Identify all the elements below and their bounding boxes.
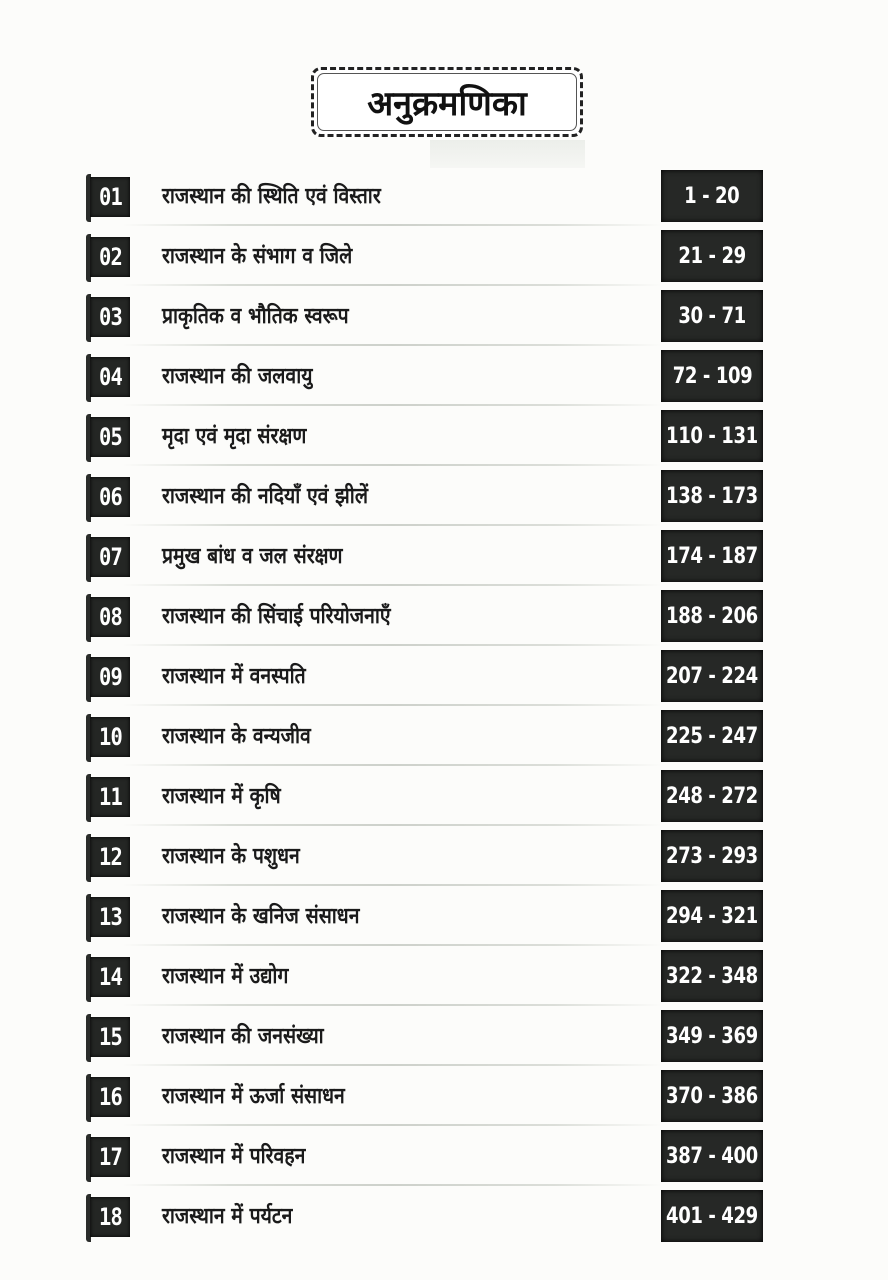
chapter-title: राजस्थान की जलवायु [162,364,313,389]
chapter-title: राजस्थान के संभाग व जिले [162,244,353,269]
page-range: 225 - 247 [661,710,763,762]
toc-entry[interactable] [86,410,766,462]
page-range: 110 - 131 [661,410,763,462]
title-shadow-decoration [430,140,585,168]
chapter-number-badge: 13 [86,894,130,940]
row-divider [122,824,662,826]
chapter-title: राजस्थान में उद्योग [162,964,289,989]
chapter-number-badge: 18 [86,1194,130,1240]
row-divider [122,1124,662,1126]
page-range: 322 - 348 [661,950,763,1002]
chapter-title: राजस्थान में परिवहन [162,1144,306,1169]
row-divider [122,704,662,706]
toc-entry[interactable] [86,950,766,1002]
chapter-number-badge: 14 [86,954,130,1000]
chapter-number-badge: 03 [86,294,130,340]
chapter-number-badge: 01 [86,174,130,220]
toc-entry[interactable] [86,170,766,222]
row-divider [122,524,662,526]
row-divider [122,464,662,466]
chapter-number-badge: 15 [86,1014,130,1060]
row-divider [122,644,662,646]
toc-entry[interactable] [86,470,766,522]
page-range: 30 - 71 [661,290,763,342]
page-title: अनुक्रमणिका [367,84,527,124]
toc-entry[interactable] [86,530,766,582]
row-divider [122,1184,662,1186]
toc-entry[interactable] [86,830,766,882]
chapter-number-badge: 16 [86,1074,130,1120]
chapter-title: मृदा एवं मृदा संरक्षण [162,424,307,449]
row-divider [122,1064,662,1066]
chapter-title: राजस्थान की नदियाँ एवं झीलें [162,484,368,509]
toc-entry[interactable] [86,770,766,822]
page-range: 21 - 29 [661,230,763,282]
chapter-title: राजस्थान की स्थिति एवं विस्तार [162,184,381,209]
chapter-number-badge: 09 [86,654,130,700]
toc-entry[interactable] [86,710,766,762]
chapter-title: राजस्थान के पशुधन [162,844,300,869]
chapter-number-badge: 02 [86,234,130,280]
chapter-title: राजस्थान में वनस्पति [162,664,306,689]
toc-entry[interactable] [86,290,766,342]
page-range: 273 - 293 [661,830,763,882]
toc-entry[interactable] [86,650,766,702]
page-range: 174 - 187 [661,530,763,582]
page-range: 1 - 20 [661,170,763,222]
row-divider [122,1004,662,1006]
row-divider [122,884,662,886]
chapter-number-badge: 07 [86,534,130,580]
chapter-title: राजस्थान में पर्यटन [162,1204,293,1229]
row-divider [122,584,662,586]
chapter-number-badge: 12 [86,834,130,880]
chapter-title: राजस्थान में ऊर्जा संसाधन [162,1084,345,1109]
chapter-title: प्रमुख बांध व जल संरक्षण [162,544,343,569]
page-title-frame [311,67,583,137]
row-divider [122,284,662,286]
chapter-number-badge: 11 [86,774,130,820]
chapter-title: राजस्थान की सिंचाई परियोजनाएँ [162,604,391,629]
page-range: 401 - 429 [661,1190,763,1242]
chapter-number-badge: 04 [86,354,130,400]
page-range: 138 - 173 [661,470,763,522]
chapter-title: राजस्थान में कृषि [162,784,281,809]
page-range: 248 - 272 [661,770,763,822]
page-range: 188 - 206 [661,590,763,642]
chapter-number-badge: 06 [86,474,130,520]
toc-entry[interactable] [86,1010,766,1062]
row-divider [122,944,662,946]
toc-entry[interactable] [86,1070,766,1122]
page-range: 370 - 386 [661,1070,763,1122]
chapter-title: राजस्थान के खनिज संसाधन [162,904,360,929]
chapter-number-badge: 05 [86,414,130,460]
chapter-title: प्राकृतिक व भौतिक स्वरूप [162,304,349,329]
chapter-number-badge: 10 [86,714,130,760]
toc-entry[interactable] [86,350,766,402]
chapter-number-badge: 17 [86,1134,130,1180]
toc-entry[interactable] [86,890,766,942]
toc-entry[interactable] [86,230,766,282]
toc-entry[interactable] [86,590,766,642]
row-divider [122,224,662,226]
chapter-number-badge: 08 [86,594,130,640]
page-range: 207 - 224 [661,650,763,702]
row-divider [122,344,662,346]
chapter-title: राजस्थान के वन्यजीव [162,724,311,749]
row-divider [122,764,662,766]
page-range: 349 - 369 [661,1010,763,1062]
chapter-title: राजस्थान की जनसंख्या [162,1024,324,1049]
page-range: 294 - 321 [661,890,763,942]
row-divider [122,404,662,406]
toc-entry[interactable] [86,1130,766,1182]
toc-entry[interactable] [86,1190,766,1242]
page-range: 387 - 400 [661,1130,763,1182]
page-range: 72 - 109 [661,350,763,402]
